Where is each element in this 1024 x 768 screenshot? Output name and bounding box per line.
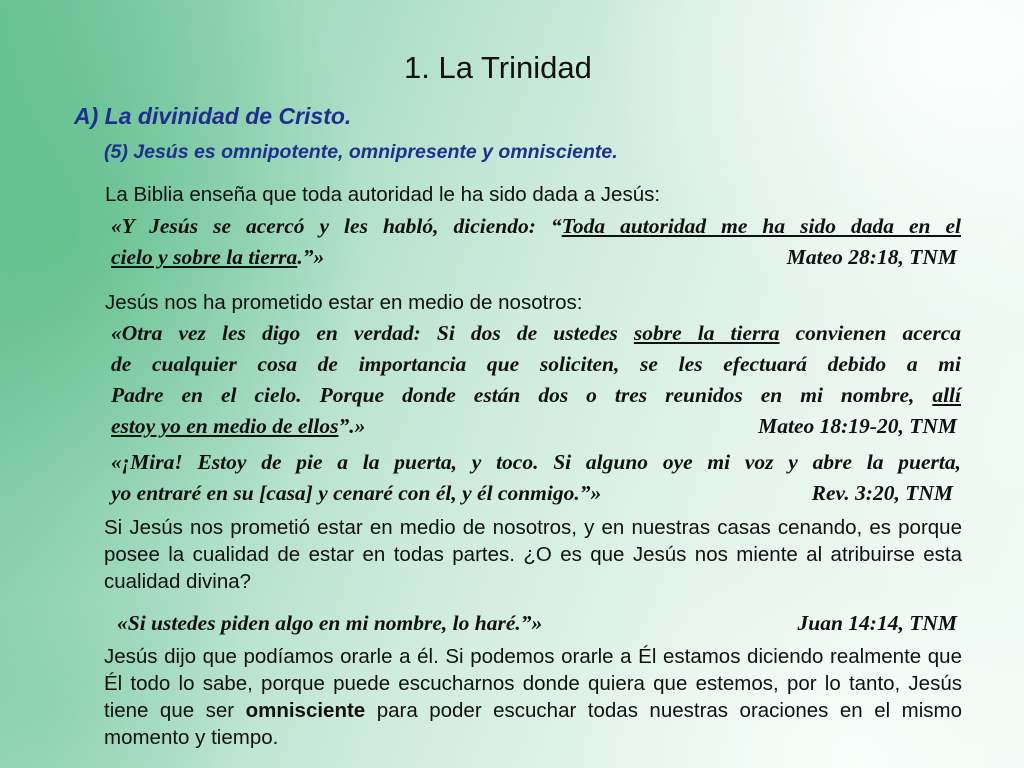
quote-text: «Otra vez les digo en verdad: Si dos de ustedes xyxy=(111,321,634,345)
paragraph-omnipresence: Si Jesús nos prometió estar en medio de nosotros, y en nuestras casas cenando, es porque posee la cualidad de estar en todas partes. ¿O es que Jesús nos miente al atribuirse esta cualidad divina? xyxy=(104,516,962,593)
quote-line xyxy=(111,380,961,411)
quote-text: «Y Jesús se acercó y les habló, diciendo: “ xyxy=(111,214,562,238)
quote-mateo-28-18 xyxy=(111,211,961,273)
quote-line xyxy=(111,242,961,273)
paragraph-text: Jesús dijo que podíamos orarle a él. Si podemos orarle a Él estamos diciendo realmente que Él todo lo sabe, porque puede escucharnos donde quiera que estemos, por lo tanto, Jesús tiene que ser xyxy=(104,645,962,722)
quote-text: ”.» xyxy=(338,414,366,438)
section-subtitle: A) La divinidad de Cristo. xyxy=(74,103,352,129)
quote-text: .”» xyxy=(297,245,325,269)
quote-line xyxy=(111,478,961,509)
paragraph-omniscience xyxy=(104,643,962,751)
quote-underlined: Toda autoridad me ha sido dada en el xyxy=(561,214,961,238)
quote-text: convienen acerca xyxy=(779,321,961,345)
point-heading: (5) Jesús es omnipotente, omnipresente y omnisciente. xyxy=(104,141,618,163)
quote-line xyxy=(117,608,957,639)
scripture-reference: Mateo 18:19-20, TNM xyxy=(758,414,957,438)
scripture-reference: Rev. 3:20, TNM xyxy=(811,481,953,505)
intro-presence: Jesús nos ha prometido estar en medio de nosotros: xyxy=(105,291,583,314)
scripture-reference: Juan 14:14, TNM xyxy=(797,611,957,635)
slide-title: 1. La Trinidad xyxy=(404,50,592,85)
quote-juan-14-14 xyxy=(117,608,957,639)
quote-text: yo entraré en su [casa] y cenaré con él, y él conmigo.”» xyxy=(111,481,602,505)
quote-line xyxy=(111,318,961,349)
quote-line xyxy=(111,411,961,442)
quote-line xyxy=(111,211,961,242)
quote-text: «Si ustedes piden algo en mi nombre, lo haré.”» xyxy=(117,611,543,635)
quote-line: «¡Mira! Estoy de pie a la puerta, y toco. Si alguno oye mi voz y abre la puerta, xyxy=(111,450,961,474)
quote-rev-3-20 xyxy=(111,447,961,509)
paragraph-text: para poder escuchar todas nuestras oraciones en el mismo momento y tiempo. xyxy=(104,699,962,749)
quote-line: de cualquier cosa de importancia que soliciten, se les efectuará debido a mi xyxy=(111,352,961,376)
scripture-reference: Mateo 28:18, TNM xyxy=(786,245,957,269)
quote-text: Padre en el cielo. Porque donde están dos o tres reunidos en mi nombre, xyxy=(111,383,933,407)
intro-authority: La Biblia enseña que toda autoridad le ha sido dada a Jesús: xyxy=(105,183,661,206)
quote-underlined: cielo y sobre la tierra xyxy=(111,245,298,269)
quote-underlined: estoy yo en medio de ellos xyxy=(111,414,339,438)
quote-mateo-18-19-20 xyxy=(111,318,961,442)
quote-underlined: sobre la tierra xyxy=(633,321,780,345)
quote-underlined: allí xyxy=(932,383,961,407)
emphasis-word: omnisciente xyxy=(245,699,366,722)
